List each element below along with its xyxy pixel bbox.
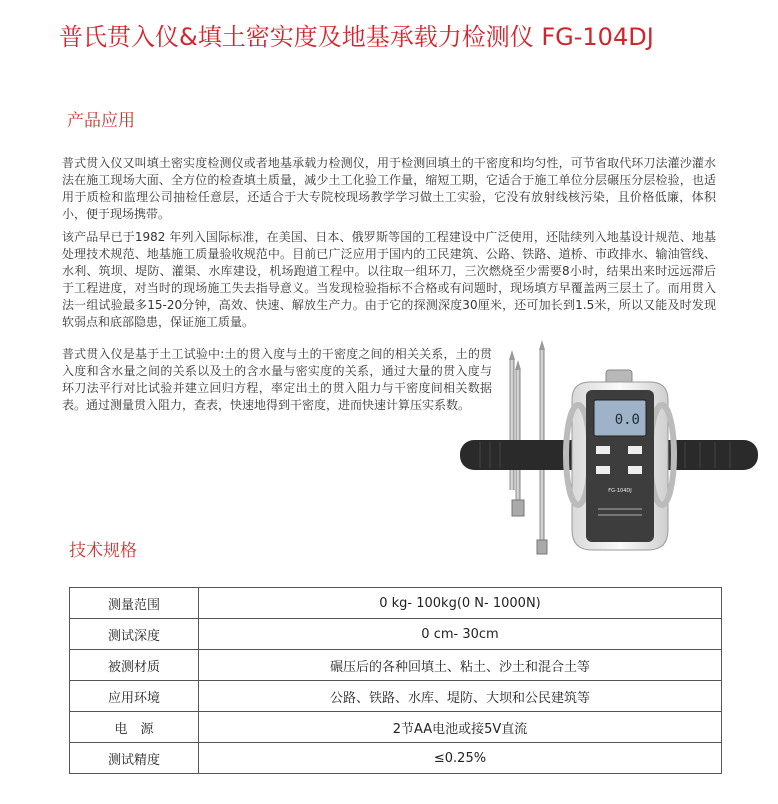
table-row [70, 650, 722, 681]
device-model-label: FG-104DJ [608, 488, 632, 494]
table-row [70, 619, 722, 650]
intro-paragraph: 普式贯入仪又叫填土密实度检测仪或者地基承载力检测仪，用于检测回填土的干密度和均匀性，可节省取代环刀法灌沙灌水法在施工现场大面、全方位的检查填土质量，减少土工化验工作量，缩短工期，它适合于施工单位分层碾压分层检验，也适用于质检和监理公司抽检任意层，还适合于大专院校现场教学学习做土工实验，它没有放射线核污染，且价格低廉，体积小，便于现场携带。 [62, 156, 716, 221]
spec-value: 碾压后的各种回填土、粘土、沙土和混合土等 [199, 650, 722, 681]
spec-label: 应用环境 [70, 681, 199, 712]
device-button-3 [596, 466, 610, 474]
penetrometer-device-image [460, 340, 760, 560]
spec-value: 0 kg- 100kg(0 N- 1000N) [199, 588, 722, 619]
spec-value: 公路、铁路、水库、堤防、大坝和公民建筑等 [199, 681, 722, 712]
principle-paragraph: 普式贯入仪是基于土工试验中:土的贯入度与土的干密度之间的相关关系，土的贯入度和含水量之间的关系以及土的含水量与密实度的关系，通过大量的贯入度与环刀法平行对比试验并建立回归方程，率定出土的贯入阻力与干密度间相关数据表。通过测量贯入阻力，查表，快速地得到干密度，进而快速计算压实系数。 [62, 347, 492, 412]
device-button-4 [628, 466, 642, 474]
spec-value: 2节AA电池或接5V直流 [199, 712, 722, 743]
table-row [70, 743, 722, 774]
table-row [70, 681, 722, 712]
spec-value: 0 cm- 30cm [199, 619, 722, 650]
spec-value: ≤0.25% [199, 743, 722, 774]
spec-label: 测试精度 [70, 743, 199, 774]
section-heading-specs: 技术规格 [69, 541, 137, 561]
table-row [70, 588, 722, 619]
section-heading-application: 产品应用 [67, 111, 135, 131]
page-title: 普氏贯入仪&填土密实度及地基承载力检测仪 FG-104DJ [59, 23, 654, 51]
device-button-2 [628, 446, 642, 454]
device-button-1 [596, 446, 610, 454]
lcd-readout: 0.0 [614, 412, 640, 428]
spec-label: 电 源 [70, 712, 199, 743]
spec-label: 被测材质 [70, 650, 199, 681]
spec-table [69, 587, 722, 774]
table-row [70, 712, 722, 743]
history-paragraph: 该产品早已于1982 年列入国际标准，在美国、日本、俄罗斯等国的工程建设中广泛使用，还陆续列入地基设计规范、地基处理技术规范、地基施工质量验收规范中。目前已广泛应用于国内的工民建筑、公路、铁路、道桥、市政排水、输油管线、水利、筑坝、堤防、灌渠、水库建设，机场跑道工程中。以往取一组环刀，三次燃烧至少需要8小时，结果出来时远远滞后于工程进度，对当时的现场施工失去指导意义。当发现检验指标不合格或有问题时，现场填方早覆盖两三层土了。而用贯入法一组试验最多15-20分钟，高效、快速、解放生产力。由于它的探测深度30厘米，还可加长到1.5米，所以又能及时发现软弱点和底部隐患，保证施工质量。 [62, 230, 716, 329]
spec-label: 测量范围 [70, 588, 199, 619]
spec-label: 测试深度 [70, 619, 199, 650]
